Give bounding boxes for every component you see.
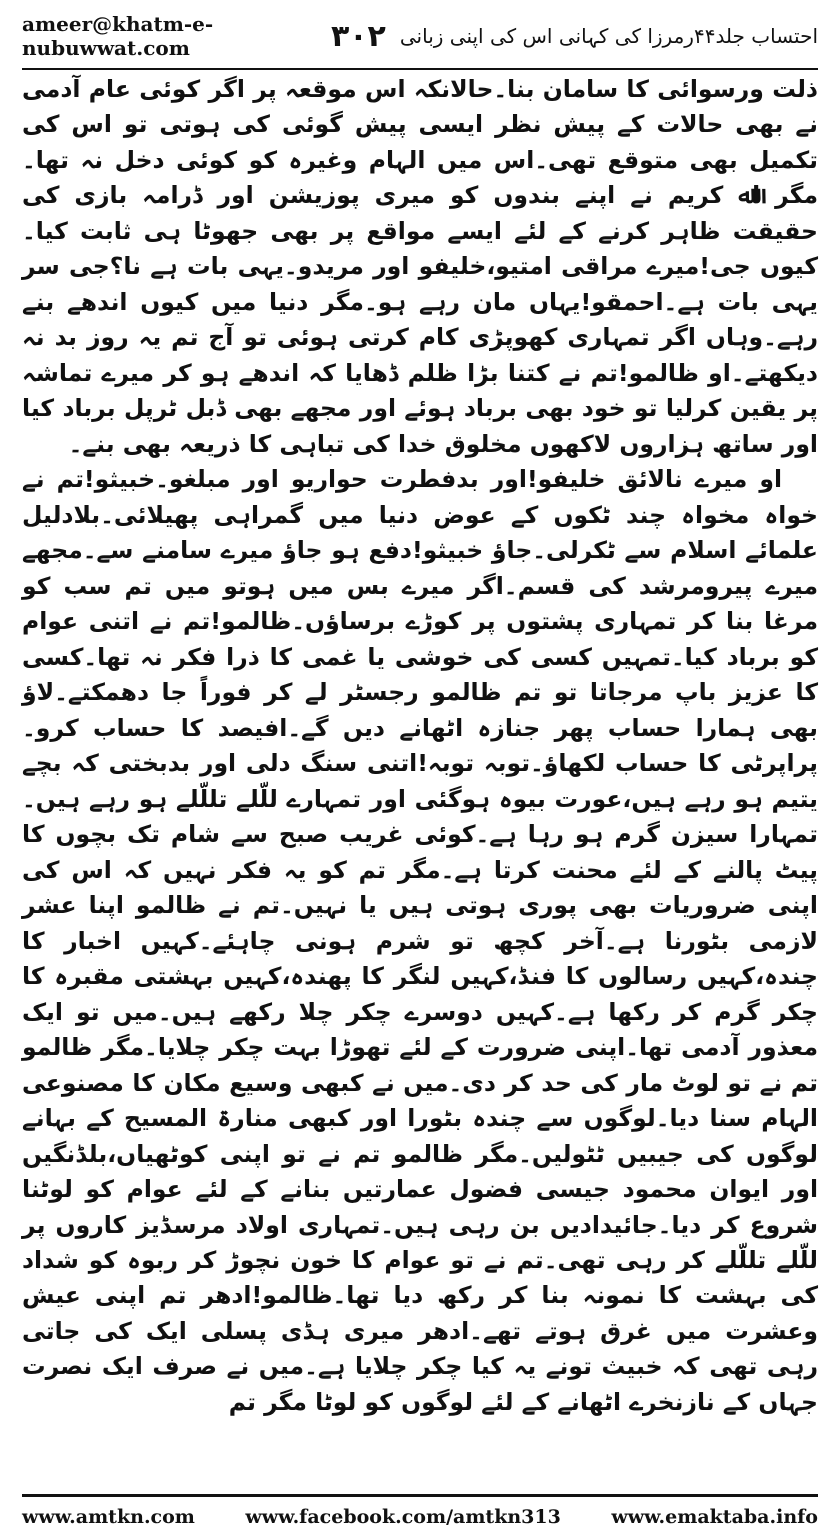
body-text <box>22 72 818 1420</box>
running-title: احتساب جلد۴۴رمرزا کی کہانی اس کی اپنی زبانی <box>399 24 818 48</box>
header-email: ameer@khatm-e-nubuwwat.com <box>22 12 214 60</box>
paragraph-2: او میرے نالائق خلیفو!اور بدفطرت حواریو اور مبلغو۔خبیثو!تم نے خواہ مخواہ چند ٹکوں کے عوض دنیا میں گمراہی پھیلائی۔بلادلیل علمائے اسلام سے ٹکرلی۔جاؤ خبیثو!دفع ہو جاؤ میرے سامنے سے۔مجھے میرے پیرومرشد کی قسم۔اگر میرے بس میں ہوتو میں تم سب کو مرغا بنا کر تمہاری پشتوں پر کوڑے برساؤں۔ظالمو!تم نے اتنی عوام کو برباد کیا۔تمہیں کسی کی خوشی یا غمی کا ذرا فکر نہ تھا۔کسی کا عزیز باپ مرجاتا تو تم ظالمو رجسٹر لے کر فوراً جا دھمکتے۔لاؤ بھی ہمارا حساب پھر جنازہ اٹھانے دیں گے۔افیصد کا حساب کرو۔پراپرٹی کا حساب لکھاؤ۔توبہ توبہ!اتنی سنگ دلی اور بدبختی کہ بچے یتیم ہو رہے ہیں،عورت بیوہ ہوگئی اور تمہارے للّلے تللّلے ہو رہے ہیں۔تمہارا سیزن گرم ہو رہا ہے۔کوئی غریب صبح سے شام تک بچوں کا پیٹ پالنے کے لئے محنت کرتا ہے۔مگر تم کو یہ فکر نہیں کہ اس کی اپنی ضروریات بھی پوری ہوتی ہیں یا نہیں۔تم نے ظالمو اپنا عشر لازمی بٹورنا ہے۔آخر کچھ تو شرم ہونی چاہئے۔کہیں اخبار کا چندہ،کہیں رسالوں کا فنڈ،کہیں لنگر کا پھندہ،کہیں بہشتی مقبرہ کا چکر گرم کر رکھا ہے۔کہیں دوسرے چکر چلا رکھے ہیں۔میں تو ایک معذور آدمی تھا۔اپنی ضرورت کے لئے تھوڑا بہت چکر چلایا۔مگر ظالمو تم نے تو لوٹ مار کی حد کر دی۔میں نے کبھی وسیع مکان کا مصنوعی الہام سنا دیا۔لوگوں سے چندہ بٹورا اور کبھی منارۃ المسیح کے بہانے لوگوں کی جیبیں ٹٹولیں۔مگر ظالمو تم نے تو اپنی کوٹھیاں،بلڈنگیں اور ایوان محمود جیسی فضول عمارتیں بنانے کے لئے عوام کو لوٹنا شروع کر دیا۔جائیدادیں بن رہی ہیں۔تمہاری اولاد مرسڈیز کاروں پر للّلے تللّلے کر رہی تھی۔تم نے تو عوام کا خون نچوڑ کر ربوہ کو شداد کی بہشت کا نمونہ بنا کر رکھ دیا تھا۔ظالمو!ادھر تم اپنی عیش وعشرت میں غرق ہوتے تھے۔ادھر میری ہڈی پسلی ایک کی جاتی رہی تھی کہ خبیث تونے یہ کیا چکر چلایا ہے۔میں نے صرف ایک نصرت جہاں کے نازنخرے اٹھانے کے لئے لوگوں کو لوٹا مگر تم <box>22 465 818 1416</box>
footer-link-amtkn[interactable]: www.amtkn.com <box>22 1506 195 1528</box>
paragraph-1: ذلت ورسوائی کا سامان بنا۔حالانکہ اس موقعہ پر اگر کوئی عام آدمی نے بھی حالات کے پیش نظر ایسی پیش گوئی کی ہوتی تو اس کی تکمیل بھی متوقع تھی۔اس میں الہام وغیرہ کو کوئی دخل نہ تھا۔مگر اﷲ کریم نے اپنے بندوں کو میری پوزیشن اور ڈرامہ بازی کی حقیقت ظاہر کرنے کے لئے ایسے مواقع پر بھی جھوٹا ہی ثابت کیا۔کیوں جی!میرے مراقی امتیو،خلیفو اور مریدو۔یہی بات ہے نا؟جی سر یہی بات ہے۔احمقو!یہاں مان رہے ہو۔مگر دنیا میں کیوں اندھے بنے رہے۔وہاں اگر تمہاری کھوپڑی کام کرتی ہوئی تو آج تم یہ روز بد نہ دیکھتے۔او ظالمو!تم نے کتنا بڑا ظلم ڈھایا کہ اندھے ہو کر میرے تماشہ پر یقین کرلیا تو خود بھی برباد ہوئے اور مجھے بھی ڈبل ٹرپل برباد کیا اور ساتھ ہزاروں لاکھوں مخلوق خدا کی تباہی کا ذریعہ بھی بنے۔ <box>22 75 818 458</box>
footer-divider <box>22 1494 818 1497</box>
page-footer <box>22 1502 818 1532</box>
book-page <box>22 8 818 1532</box>
header-divider <box>22 68 818 70</box>
footer-link-emaktaba[interactable]: www.emaktaba.info <box>611 1506 818 1528</box>
header-left-group <box>22 12 400 60</box>
page-number: ۳۰۲ <box>330 18 386 54</box>
page-header <box>22 8 818 64</box>
footer-link-facebook[interactable]: www.facebook.com/amtkn313 <box>245 1506 561 1528</box>
